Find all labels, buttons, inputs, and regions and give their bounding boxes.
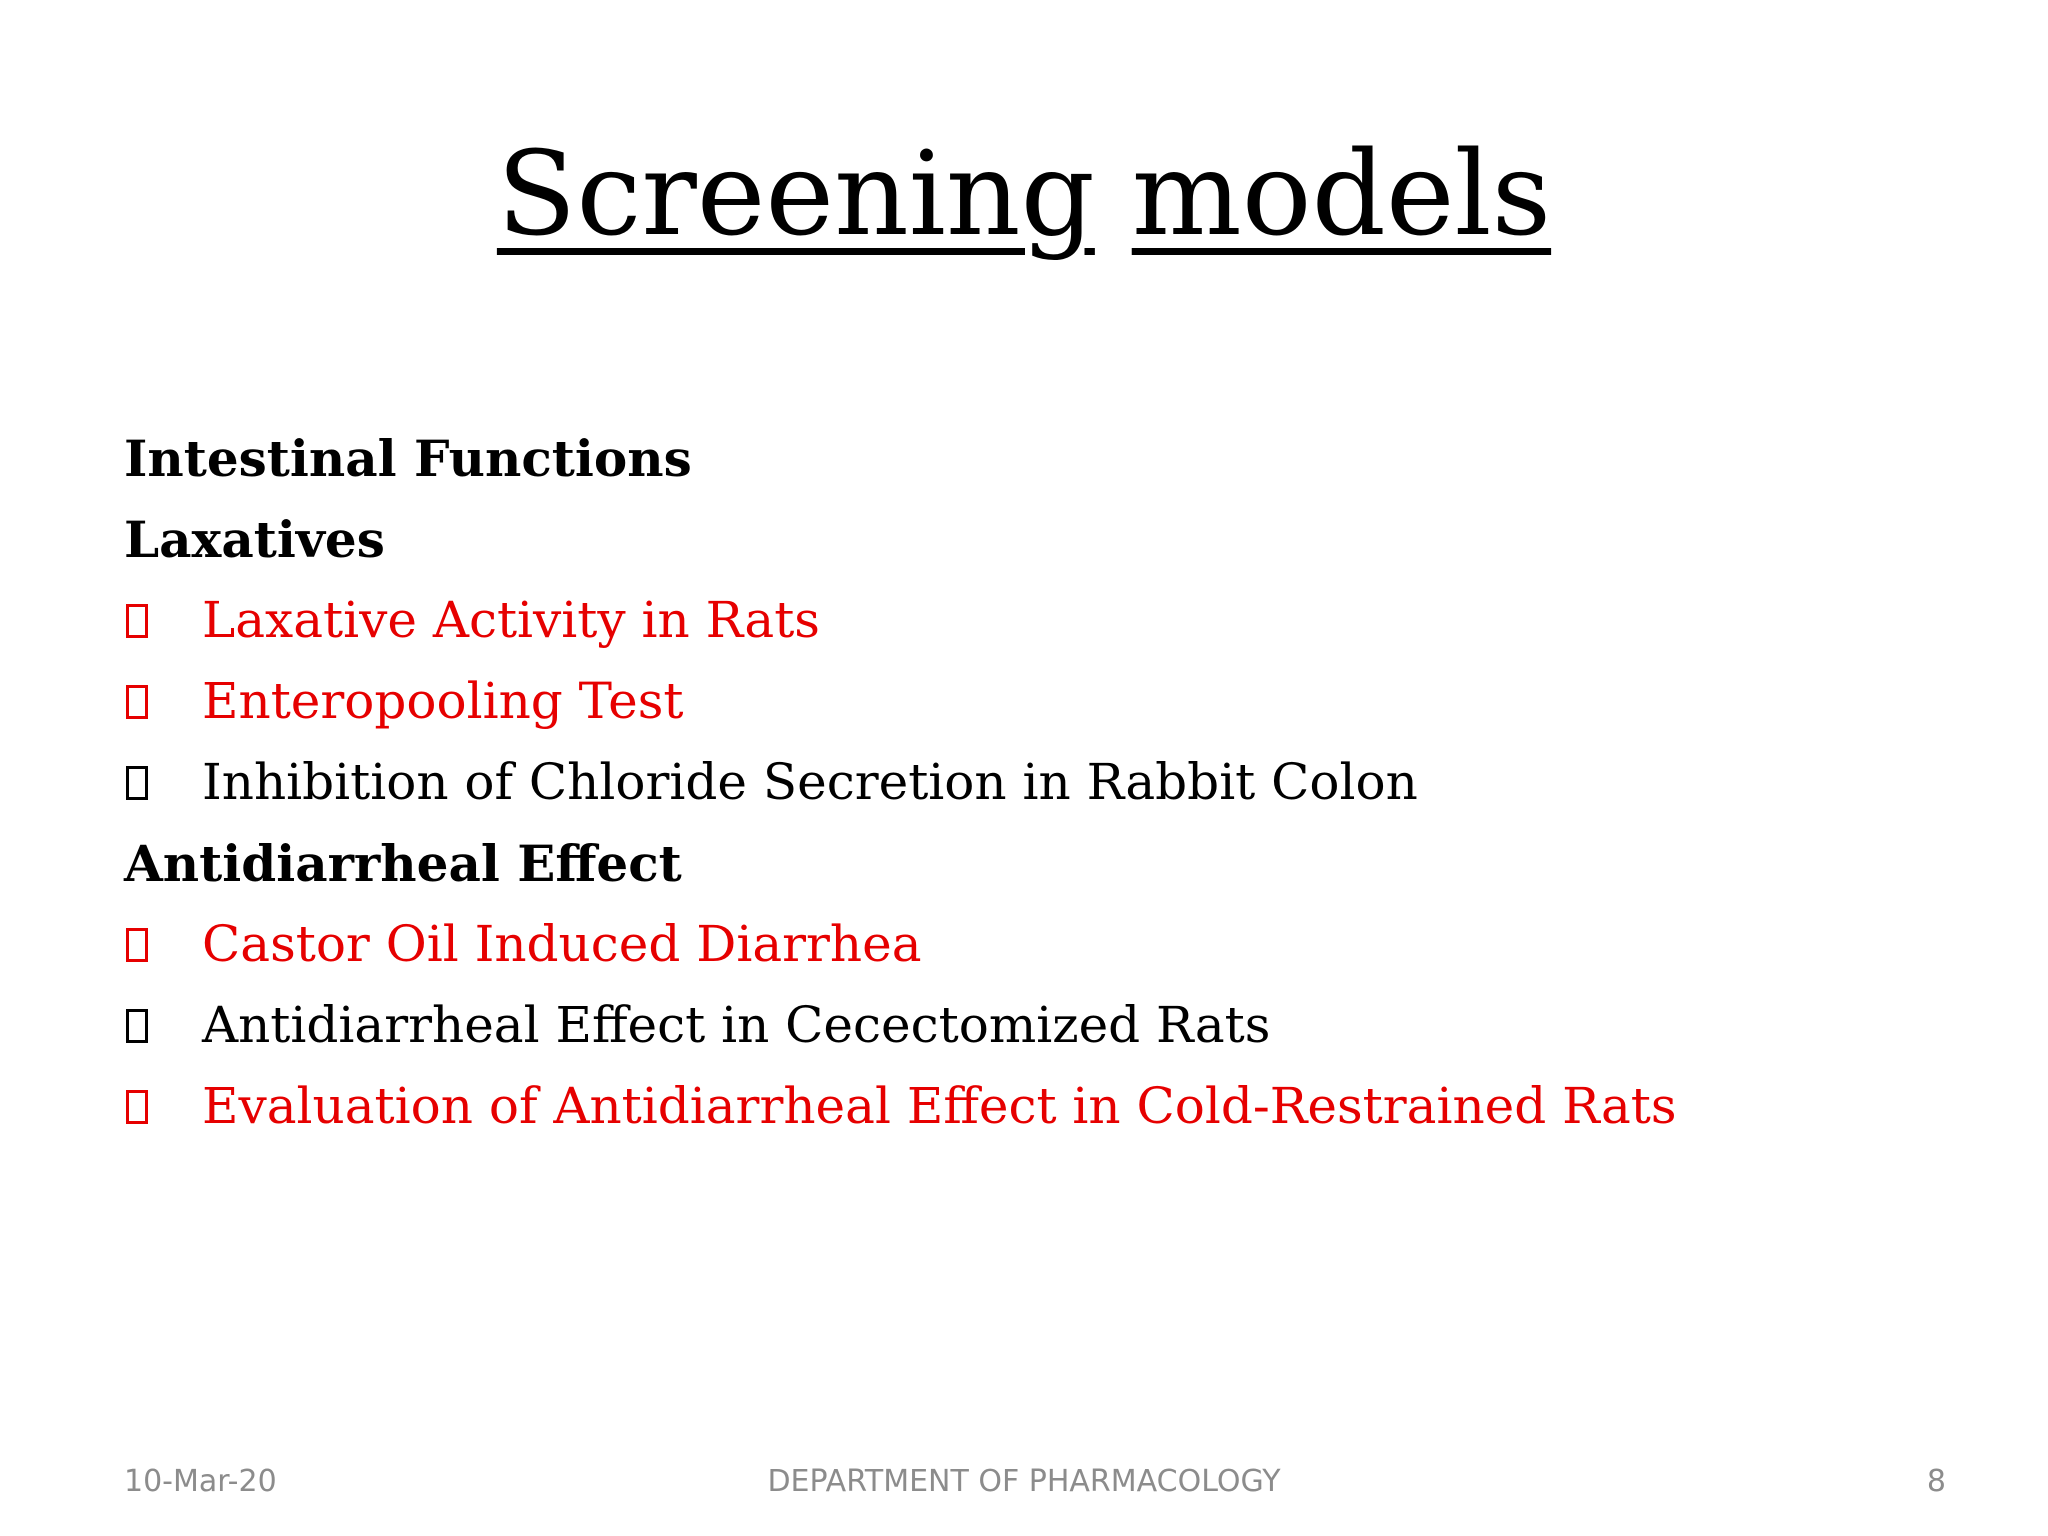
section-heading-antidiarrheal-effect: Antidiarrheal Effect bbox=[124, 834, 682, 893]
title-word-models: models bbox=[1131, 127, 1552, 262]
list-item-text: Castor Oil Induced Diarrhea bbox=[202, 915, 922, 973]
square-bullet-icon bbox=[126, 928, 148, 962]
list-item bbox=[124, 661, 1984, 742]
square-bullet-icon bbox=[126, 1090, 148, 1124]
list-item bbox=[124, 985, 1984, 1066]
list-item-text: Enteropooling Test bbox=[202, 672, 684, 730]
list-item bbox=[124, 1066, 1984, 1147]
square-bullet-icon bbox=[126, 766, 148, 800]
list-item-text: Inhibition of Chloride Secretion in Rabbit Colon bbox=[202, 753, 1418, 811]
square-bullet-icon bbox=[126, 604, 148, 638]
footer-department: DEPARTMENT OF PHARMACOLOGY bbox=[767, 1464, 1281, 1499]
list-item-text: Laxative Activity in Rats bbox=[202, 591, 820, 649]
square-bullet-icon bbox=[126, 1009, 148, 1043]
list-item-text: Antidiarrheal Effect in Cecectomized Rats bbox=[202, 996, 1271, 1054]
square-bullet-icon bbox=[126, 685, 148, 719]
slide-title bbox=[0, 120, 2048, 270]
list-item bbox=[124, 580, 1984, 661]
section-heading-intestinal-functions: Intestinal Functions bbox=[124, 429, 692, 488]
slide-content bbox=[124, 418, 1984, 1147]
list-item bbox=[124, 742, 1984, 823]
list-item bbox=[124, 904, 1984, 985]
footer-page-number: 8 bbox=[1926, 1464, 1946, 1499]
title-word-screening: Screening bbox=[496, 127, 1095, 262]
section-heading-laxatives: Laxatives bbox=[124, 510, 385, 569]
list-item-text: Evaluation of Antidiarrheal Effect in Cold-Restrained Rats bbox=[202, 1077, 1677, 1135]
footer-date: 10-Mar-20 bbox=[124, 1464, 277, 1499]
